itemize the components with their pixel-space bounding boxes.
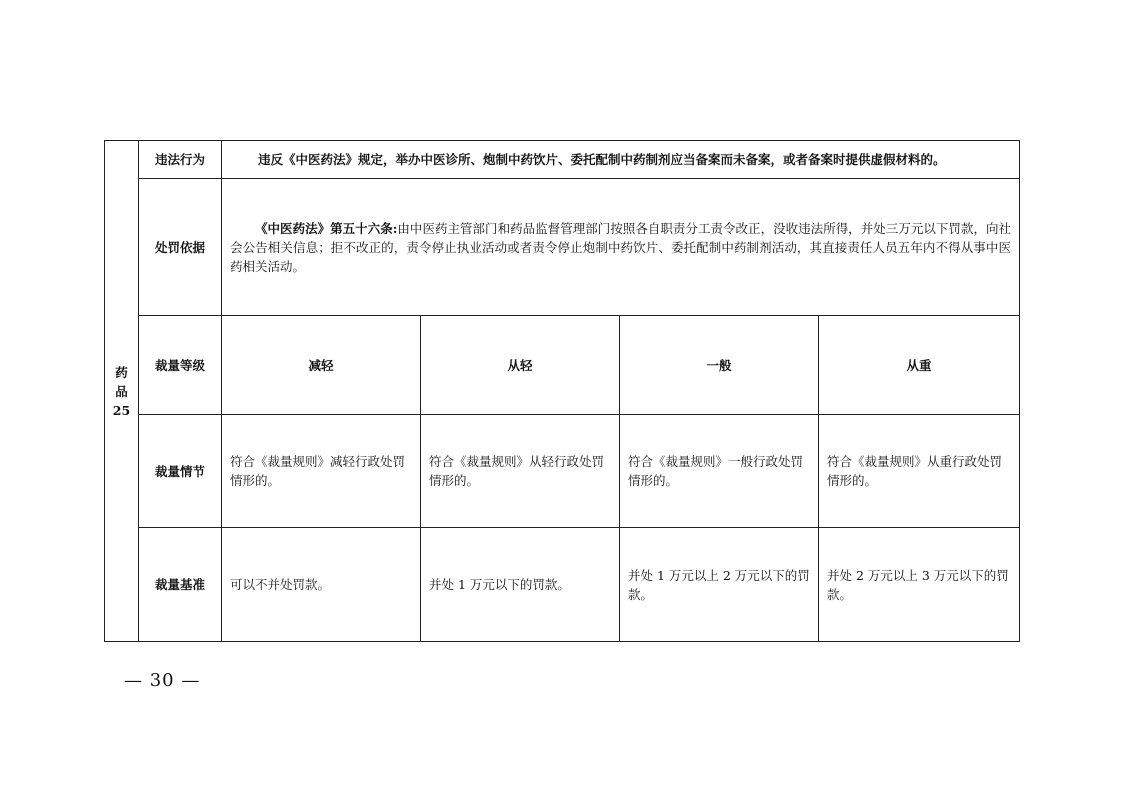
basis-label: 处罚依据 (139, 179, 222, 316)
level-label: 裁量等级 (139, 316, 222, 415)
basis-text: 由中医药主管部门和药品监督管理部门按照各自职责分工责令改正，没收违法所得，并处三万元以下罚款，向社会公告相关信息；拒不改正的，责令停止执业活动或者责令停止炮制中药饮片、委托配制中药制剂活动，其直接责任人员五年内不得从事中医药相关活动。 (230, 220, 1012, 274)
standard-general: 并处 1 万元以上 2 万元以下的罚款。 (620, 528, 819, 642)
circumstance-row (105, 415, 1020, 528)
circumstance-general: 符合《裁量规则》一般行政处罚情形的。 (620, 415, 819, 528)
violation-row (105, 141, 1020, 179)
basis-cell (222, 179, 1020, 316)
circumstance-severe: 符合《裁量规则》从重行政处罚情形的。 (819, 415, 1020, 528)
category-cell (105, 141, 139, 642)
standard-row (105, 528, 1020, 642)
violation-label: 违法行为 (139, 141, 222, 179)
standard-severe: 并处 2 万元以上 3 万元以下的罚款。 (819, 528, 1020, 642)
basis-row (105, 179, 1020, 316)
basis-article: 《中医药法》第五十六条: (255, 220, 398, 236)
circumstance-mitigated: 符合《裁量规则》减轻行政处罚情形的。 (222, 415, 421, 528)
level-general: 一般 (620, 316, 819, 415)
level-mitigated: 减轻 (222, 316, 421, 415)
level-row (105, 316, 1020, 415)
page-number: — 30 — (124, 670, 201, 691)
penalty-table (104, 140, 1020, 642)
level-severe: 从重 (819, 316, 1020, 415)
standard-lenient: 并处 1 万元以下的罚款。 (421, 528, 620, 642)
circumstance-label: 裁量情节 (139, 415, 222, 528)
circumstance-lenient: 符合《裁量规则》从轻行政处罚情形的。 (421, 415, 620, 528)
category-number: 25 (112, 402, 131, 418)
category-char-1: 药 (115, 364, 128, 380)
standard-label: 裁量基准 (139, 528, 222, 642)
category-char-2: 品 (115, 383, 128, 399)
level-lenient: 从轻 (421, 316, 620, 415)
violation-text: 违反《中医药法》规定，举办中医诊所、炮制中药饮片、委托配制中药制剂应当备案而未备案，或者备案时提供虚假材料的。 (222, 141, 1020, 179)
standard-mitigated: 可以不并处罚款。 (222, 528, 421, 642)
